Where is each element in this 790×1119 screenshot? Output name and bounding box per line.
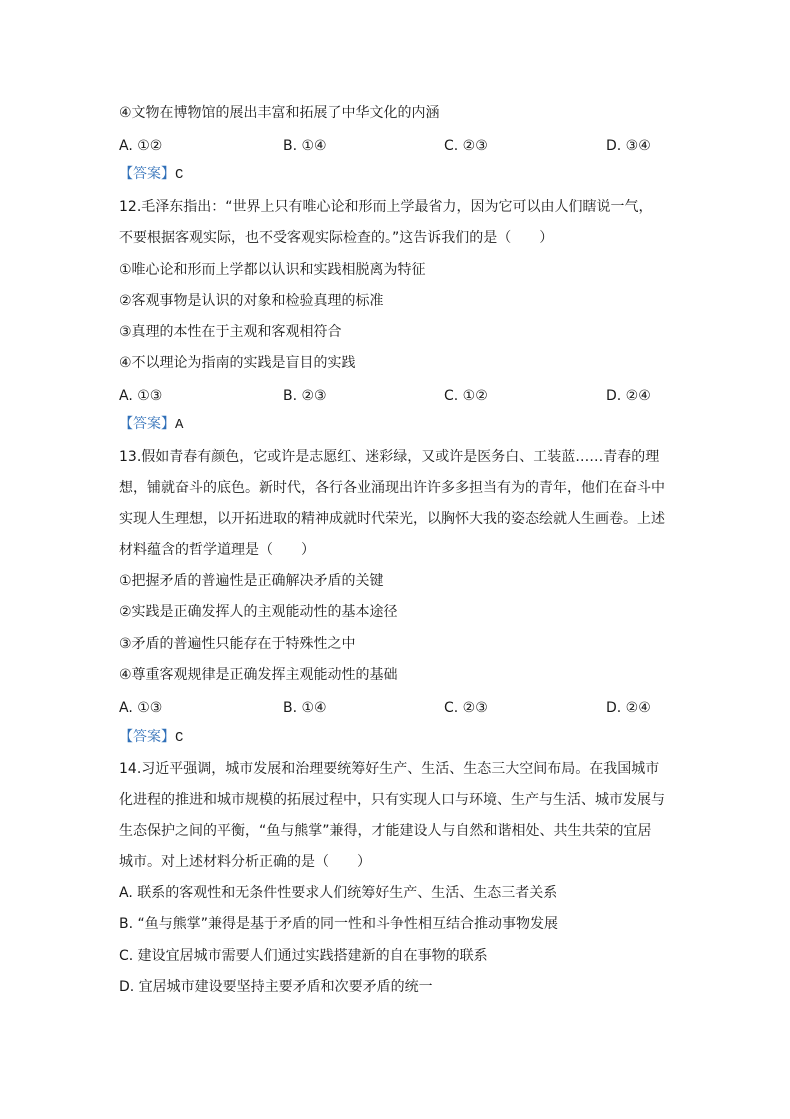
q11-option-d: D. ③④ [606,138,651,154]
q12-item-1: ①唯心论和形而上学都以认识和实践相脱离为特征 [119,262,426,278]
q13-item-3: ③矛盾的普遍性只能存在于特殊性之中 [119,636,356,652]
q14-stem-line-4: 城市。对上述材料分析正确的是（ ） [119,854,371,870]
q13-answer [119,728,183,747]
q14-choice-b: B. “鱼与熊掌”兼得是基于矛盾的同一性和斗争性相互结合推动事物发展 [119,916,559,932]
q13-stem-line-1: 13.假如青春有颜色，它或许是志愿红、迷彩绿，又或许是医务白、工装蓝……青春的理 [119,449,660,465]
q13-item-1: ①把握矛盾的普遍性是正确解决矛盾的关键 [119,573,384,589]
q13-stem-line-3: 实现人生理想，以开拓进取的精神成就时代荣光，以胸怀大我的姿态绘就人生画卷。上述 [119,511,665,527]
q13-option-a: A. ①③ [119,700,163,716]
q14-choice-a: A. 联系的客观性和无条件性要求人们统筹好生产、生活、生态三者关系 [119,885,558,901]
q11-answer [119,165,183,184]
answer-value: C [175,167,184,183]
answer-value: C [175,730,184,746]
q13-item-4: ④尊重客观规律是正确发挥主观能动性的基础 [119,667,398,683]
q11-option-c: C. ②③ [444,138,488,154]
q13-item-2: ②实践是正确发挥人的主观能动性的基本途径 [119,604,398,620]
q12-item-2: ②客观事物是认识的对象和检验真理的标准 [119,293,384,309]
q12-item-3: ③真理的本性在于主观和客观相符合 [119,324,342,340]
answer-tag: 【答案】 [119,729,175,745]
answer-value: A [175,417,184,433]
q12-stem-line-1: 12.毛泽东指出：“世界上只有唯心论和形而上学最省力，因为它可以由人们瞎说一气， [119,199,653,215]
q14-stem-line-2: 化进程的推进和城市规模的拓展过程中，只有实现人口与环境、生产与生活、城市发展与 [119,792,665,808]
q11-item-4: ④文物在博物馆的展出丰富和拓展了中华文化的内涵 [119,105,440,121]
q14-stem-line-3: 生态保护之间的平衡，“鱼与熊掌”兼得，才能建设人与自然和谐相处、共生共荣的宜居 [119,823,652,839]
q12-option-b: B. ②③ [283,388,327,404]
answer-tag: 【答案】 [119,166,175,182]
q12-option-a: A. ①③ [119,388,163,404]
q13-option-d: D. ②④ [606,700,651,716]
q14-choice-c: C. 建设宜居城市需要人们通过实践搭建新的自在事物的联系 [119,948,488,964]
q13-option-b: B. ①④ [283,700,327,716]
q11-option-b: B. ①④ [283,138,327,154]
q12-answer [119,415,183,434]
q14-stem-line-1: 14.习近平强调，城市发展和治理要统筹好生产、生活、生态三大空间布局。在我国城市 [119,761,660,777]
q12-stem-line-2: 不要根据客观实际，也不受客观实际检查的。”这告诉我们的是（ ） [119,230,554,246]
q13-stem-line-2: 想，铺就奋斗的底色。新时代，各行各业涌现出许许多多担当有为的青年，他们在奋斗中 [119,480,665,496]
q12-option-c: C. ①② [444,388,488,404]
q13-option-c: C. ②③ [444,700,488,716]
q12-item-4: ④不以理论为指南的实践是盲目的实践 [119,355,356,371]
q11-option-a: A. ①② [119,138,163,154]
q14-choice-d: D. 宜居城市建设要坚持主要矛盾和次要矛盾的统一 [119,979,433,995]
answer-tag: 【答案】 [119,416,175,432]
q13-stem-line-4: 材料蕴含的哲学道理是（ ） [119,542,315,558]
q12-option-d: D. ②④ [606,388,651,404]
